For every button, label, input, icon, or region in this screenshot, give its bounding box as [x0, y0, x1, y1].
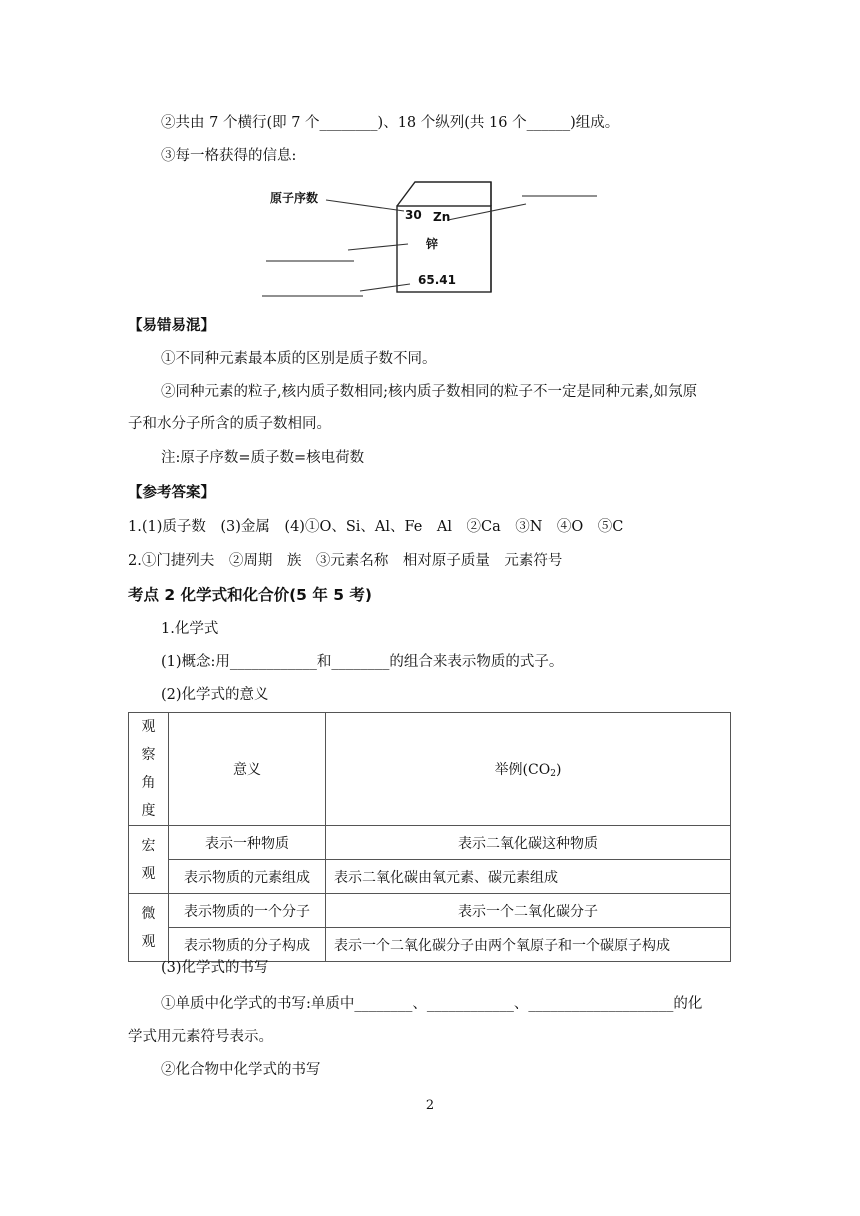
element-symbol: Zn: [433, 210, 451, 224]
element-cell-figure: [260, 178, 605, 300]
section-heading: 【参考答案】: [128, 485, 215, 501]
page-number: 2: [425, 1098, 435, 1113]
atomic-mass: 65.41: [418, 273, 456, 287]
text-line: 1.化学式: [161, 621, 219, 637]
row-example: 表示二氧化碳由氧元素、碳元素组成: [326, 860, 731, 894]
text-line: ①不同种元素最本质的区别是质子数不同。: [161, 351, 437, 367]
element-name: 锌: [426, 237, 439, 251]
atomic-number-value: 30: [405, 208, 422, 222]
row-example: 表示二氧化碳这种物质: [326, 826, 731, 860]
text-line: ②化合物中化学式的书写: [161, 1062, 321, 1078]
table-row: [129, 860, 731, 894]
text-line: ①单质中化学式的书写:单质中________、____________、____________________的化: [161, 996, 703, 1012]
row-meaning: 表示一种物质: [169, 826, 326, 860]
row-example: 表示一个二氧化碳分子: [326, 894, 731, 928]
text-line: (2)化学式的意义: [161, 687, 269, 703]
header-example: 举例$(CO_2)$: [326, 713, 731, 826]
formula-meaning-table: [128, 712, 731, 962]
table-header-row: [129, 713, 731, 826]
micro-label: 微观: [129, 894, 169, 962]
text-line: ③每一格获得的信息:: [161, 148, 297, 164]
header-angle: 观察角度: [129, 713, 169, 826]
text-line: ②共由 7 个横行(即 7 个________)、18 个纵列(共 16 个______)组成。: [161, 115, 620, 131]
macro-label: 宏观: [129, 826, 169, 894]
answer-line: 1.(1)质子数 (3)金属 (4)①O、Si、Al、Fe Al ②Ca ③N ④O ⑤C: [128, 519, 624, 535]
text-line: ②同种元素的粒子,核内质子数相同;核内质子数相同的粒子不一定是同种元素,如氖原: [161, 384, 698, 400]
text-line: 学式用元素符号表示。: [128, 1029, 273, 1045]
row-example: 表示一个二氧化碳分子由两个氧原子和一个碳原子构成: [326, 928, 731, 962]
row-meaning: 表示物质的分子构成: [169, 928, 326, 962]
note-line: 注:原子序数=质子数=核电荷数: [161, 450, 365, 466]
header-meaning: 意义: [169, 713, 326, 826]
table-row: [129, 826, 731, 860]
row-meaning: 表示物质的一个分子: [169, 894, 326, 928]
text-line: 子和水分子所含的质子数相同。: [128, 416, 331, 432]
topic-heading: 考点 2 化学式和化合价(5 年 5 考): [128, 586, 373, 604]
table-row: [129, 894, 731, 928]
text-line: (1)概念:用____________和________的组合来表示物质的式子。: [161, 654, 564, 670]
section-heading: 【易错易混】: [128, 318, 215, 334]
row-meaning: 表示物质的元素组成: [169, 860, 326, 894]
answer-line: 2.①门捷列夫 ②周期 族 ③元素名称 相对原子质量 元素符号: [128, 553, 563, 569]
text-line: (3)化学式的书写: [161, 960, 269, 976]
atomic-number-label: 原子序数: [270, 191, 319, 205]
table-row: [129, 928, 731, 962]
